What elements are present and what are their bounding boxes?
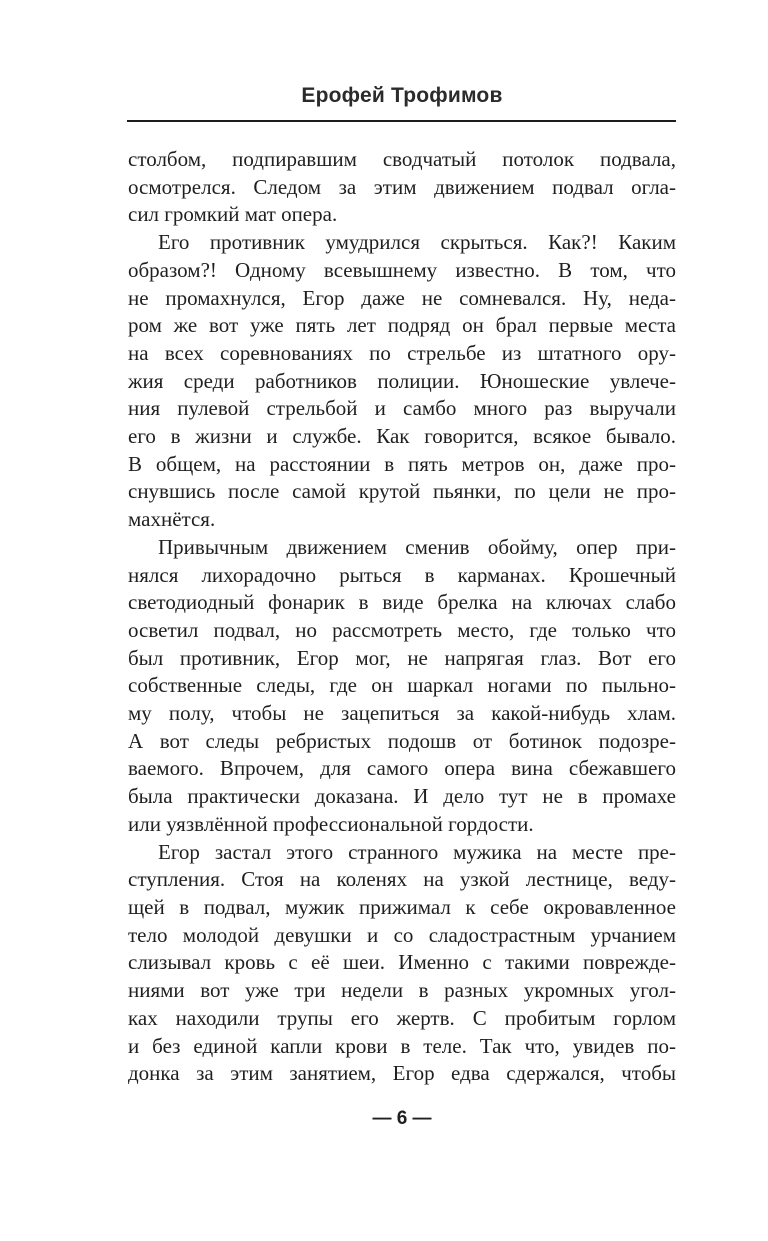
text-line: ваемого. Впрочем, для самого опера вина сбежавшего bbox=[128, 756, 676, 781]
text-line: ния пулевой стрельбой и самбо много раз выручали bbox=[128, 396, 676, 421]
text-line: его в жизни и службе. Как говорится, всякое бывало. bbox=[128, 424, 676, 449]
text-line: Его противник умудрился скрыться. Как?! Каким bbox=[158, 230, 676, 255]
body-text bbox=[128, 146, 676, 1088]
text-line: ках находили трупы его жертв. С пробитым горлом bbox=[128, 1005, 676, 1030]
text-line: нялся лихорадочно рыться в карманах. Крошечный bbox=[128, 562, 676, 587]
text-line: махнётся. bbox=[128, 507, 216, 532]
text-line: щей в подвал, мужик прижимал к себе окровавленное bbox=[128, 894, 676, 919]
text-line: Егор застал этого странного мужика на месте пре- bbox=[158, 839, 676, 864]
text-line: сил громкий мат опера. bbox=[128, 202, 338, 227]
text-line: осмотрелся. Следом за этим движением подвал огла- bbox=[128, 174, 676, 199]
text-line: донка за этим занятием, Егор едва сдержался, чтобы bbox=[128, 1061, 676, 1086]
paragraph bbox=[128, 534, 676, 839]
paragraph bbox=[128, 839, 676, 1088]
text-line: А вот следы ребристых подошв от ботинок подозре- bbox=[128, 728, 676, 753]
text-line: и без единой капли крови в теле. Так что, увидев по- bbox=[128, 1033, 676, 1058]
text-line: осветил подвал, но рассмотреть место, где только что bbox=[128, 617, 676, 642]
text-line: образом?! Одному всевышнему известно. В том, что bbox=[128, 257, 676, 282]
text-line: жия среди работников полиции. Юношеские увлече- bbox=[128, 368, 676, 393]
text-line: ступления. Стоя на коленях на узкой лестнице, веду- bbox=[128, 867, 676, 892]
text-line: Привычным движением сменив обойму, опер при- bbox=[158, 534, 676, 559]
paragraph bbox=[128, 146, 676, 229]
text-line: столбом, подпиравшим сводчатый потолок подвала, bbox=[128, 147, 676, 171]
text-line: не промахнулся, Егор даже не сомневался. Ну, неда- bbox=[128, 285, 676, 310]
text-line: тело молодой девушки и со сладострастным урчанием bbox=[128, 922, 676, 947]
text-line: светодиодный фонарик в виде брелка на ключах слабо bbox=[128, 590, 676, 615]
text-line: му полу, чтобы не зацепиться за какой-нибудь хлам. bbox=[128, 701, 676, 726]
text-line: или уязвлённой профессиональной гордости. bbox=[128, 811, 534, 836]
text-line: слизывал кровь с её шеи. Именно с такими поврежде- bbox=[128, 950, 676, 975]
text-line: снувшись после самой крутой пьянки, по цели не про- bbox=[128, 479, 676, 504]
text-line: ром же вот уже пять лет подряд он брал первые места bbox=[128, 313, 676, 338]
paragraph bbox=[128, 229, 676, 534]
header-rule bbox=[127, 120, 676, 122]
text-line: на всех соревнованиях по стрельбе из штатного ору- bbox=[128, 340, 676, 365]
text-line: В общем, на расстоянии в пять метров он, даже про- bbox=[128, 451, 676, 476]
text-line: была практически доказана. И дело тут не в промахе bbox=[128, 784, 676, 809]
page-number: — 6 — bbox=[372, 1108, 432, 1129]
text-line: собственные следы, где он шаркал ногами по пыльно- bbox=[128, 673, 676, 698]
running-header: Ерофей Трофимов bbox=[301, 84, 503, 107]
text-line: был противник, Егор мог, не напрягая глаз. Вот его bbox=[128, 645, 676, 670]
text-line: ниями вот уже три недели в разных укромных угол- bbox=[128, 978, 676, 1003]
